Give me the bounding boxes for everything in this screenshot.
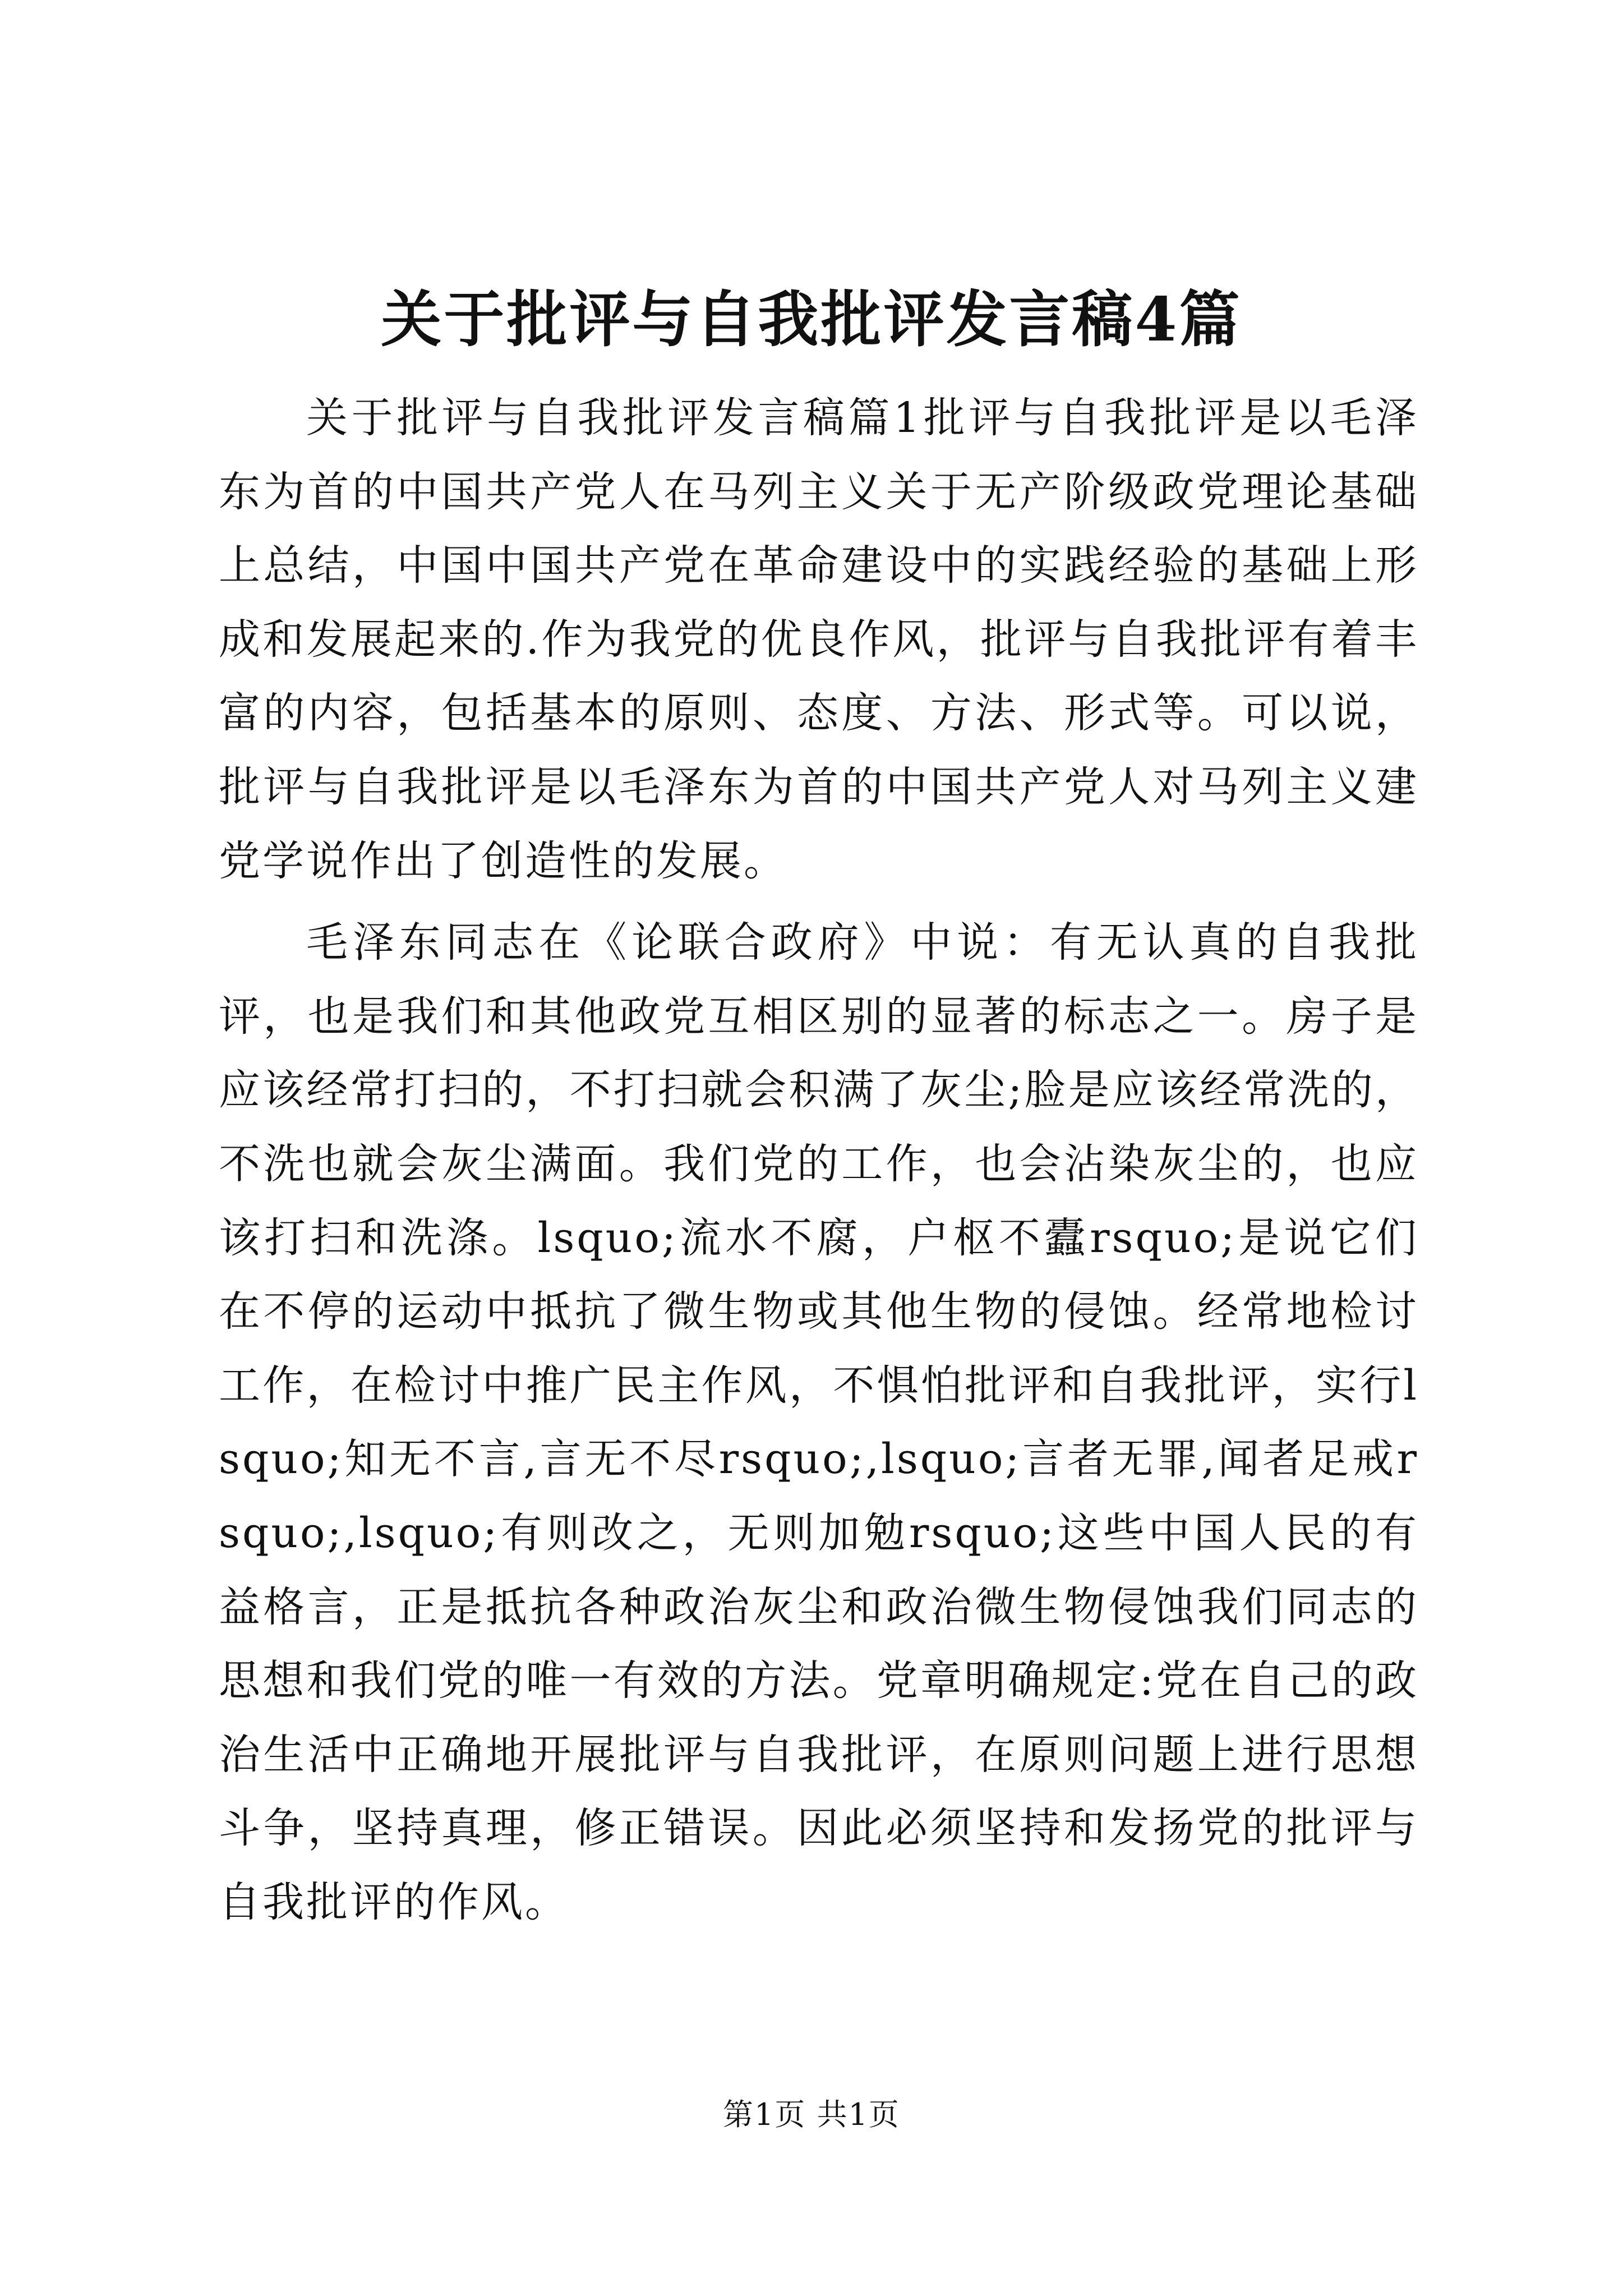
paragraph-1: 关于批评与自我批评发言稿篇1批评与自我批评是以毛泽东为首的中国共产党人在马列主义关于无产阶级政党理论基础上总结，中国中国共产党在革命建设中的实践经验的基础上形成和发展起来的.作为我党的优良作风，批评与自我批评有着丰富的内容，包括基本的原则、态度、方法、形式等。可以说，批评与自我批评是以毛泽东为首的中国共产党人对马列主义建党学说作出了创造性的发展。 xyxy=(219,394,1419,885)
document-body xyxy=(219,381,1419,1939)
paragraph-2: 毛泽东同志在《论联合政府》中说：有无认真的自我批评，也是我们和其他政党互相区别的显著的标志之一。房子是应该经常打扫的，不打扫就会积满了灰尘;脸是应该经常洗的，不洗也就会灰尘满面。我们党的工作，也会沾染灰尘的，也应该打扫和洗涤。lsquo;流水不腐，户枢不蠹rsquo;是说它们在不停的运动中抵抗了微生物或其他生物的侵蚀。经常地检讨工作，在检讨中推广民主作风，不惧怕批评和自我批评，实行lsquo;知无不言,言无不尽rsquo;,lsquo;言者无罪,闻者足戒rsquo;,lsquo;有则改之，无则加勉rsquo;这些中国人民的有益格言，正是抵抗各种政治灰尘和政治微生物侵蚀我们同志的思想和我们党的唯一有效的方法。党章明确规定:党在自己的政治生活中正确地开展批评与自我批评，在原则问题上进行思想斗争，坚持真理，修正错误。因此必须坚持和发扬党的批评与自我批评的作风。 xyxy=(219,918,1419,1926)
page-footer: 第1页 共1页 xyxy=(723,2097,900,2132)
document-title: 关于批评与自我批评发言稿4篇 xyxy=(381,284,1242,355)
